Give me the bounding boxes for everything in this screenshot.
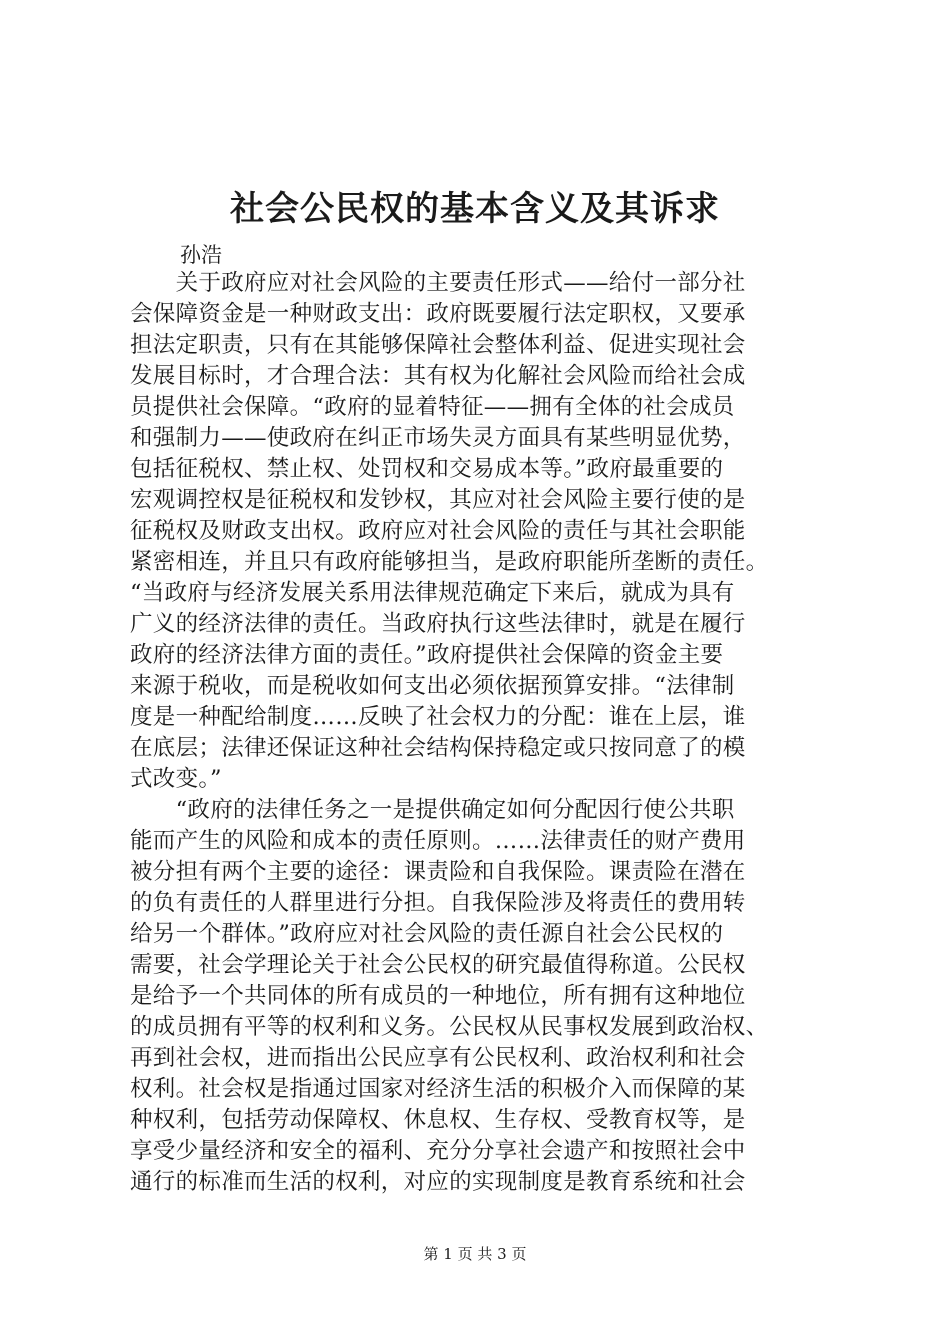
- text-line: 种权利，包括劳动保障权、休息权、生存权、受教育权等，是: [130, 1107, 746, 1133]
- text-line: 通行的标准而生活的权利，对应的实现制度是教育系统和社会: [130, 1169, 746, 1195]
- text-line: 关于政府应对社会风险的主要责任形式——给付一部分社: [130, 270, 746, 296]
- text-line: 员提供社会保障。“政府的显着特征——拥有全体的社会成员: [130, 394, 735, 420]
- text-line: 再到社会权，进而指出公民应享有公民权利、政治权利和社会: [130, 1045, 746, 1071]
- text-line: 宏观调控权是征税权和发钞权，其应对社会风险主要行使的是: [130, 487, 746, 513]
- text-line: 享受少量经济和安全的福利、充分分享社会遗产和按照社会中: [130, 1138, 746, 1164]
- text-line: 紧密相连，并且只有政府能够担当，是政府职能所垄断的责任。: [130, 549, 769, 575]
- text-line: 是给予一个共同体的所有成员的一种地位，所有拥有这种地位: [130, 983, 746, 1009]
- text-line: 的成员拥有平等的权利和义务。公民权从民事权发展到政治权、: [130, 1014, 769, 1040]
- text-line: 征税权及财政支出权。政府应对社会风险的责任与其社会职能: [130, 518, 746, 544]
- text-line: 能而产生的风险和成本的责任原则。……法律责任的财产费用: [130, 828, 746, 854]
- body-text: [130, 268, 835, 1198]
- text-line: 被分担有两个主要的途径：课责险和自我保险。课责险在潜在: [130, 859, 746, 885]
- text-line: 式改变。”: [130, 766, 222, 792]
- text-line: 的负有责任的人群里进行分担。自我保险涉及将责任的费用转: [130, 890, 746, 916]
- text-line: “政府的法律任务之一是提供确定如何分配因行使公共职: [130, 797, 735, 823]
- author-name: 孙浩: [180, 243, 222, 267]
- document-title: 社会公民权的基本含义及其诉求: [230, 189, 720, 229]
- text-line: 权利。社会权是指通过国家对经济生活的积极介入而保障的某: [130, 1076, 746, 1102]
- text-line: 会保障资金是一种财政支出：政府既要履行法定职权，又要承: [130, 301, 746, 327]
- text-line: 和强制力——使政府在纠正市场失灵方面具有某些明显优势，: [130, 425, 746, 451]
- text-line: 发展目标时，才合理合法：其有权为化解社会风险而给社会成: [130, 363, 746, 389]
- text-line: 在底层；法律还保证这种社会结构保持稳定或只按同意了的模: [130, 735, 746, 761]
- text-line: 包括征税权、禁止权、处罚权和交易成本等。”政府最重要的: [130, 456, 724, 482]
- text-line: “当政府与经济发展关系用法律规范确定下来后，就成为具有: [130, 580, 735, 606]
- text-line: 来源于税收，而是税收如何支出必须依据预算安排。“法律制: [130, 673, 735, 699]
- page-footer: 第 1 页 共 3 页: [423, 1245, 527, 1263]
- text-line: 度是一种配给制度……反映了社会权力的分配：谁在上层，谁: [130, 704, 746, 730]
- text-line: 需要，社会学理论关于社会公民权的研究最值得称道。公民权: [130, 952, 746, 978]
- text-line: 担法定职责，只有在其能够保障社会整体利益、促进实现社会: [130, 332, 746, 358]
- text-line: 给另一个群体。”政府应对社会风险的责任源自社会公民权的: [130, 921, 724, 947]
- text-line: 广义的经济法律的责任。当政府执行这些法律时，就是在履行: [130, 611, 746, 637]
- text-line: 政府的经济法律方面的责任。”政府提供社会保障的资金主要: [130, 642, 724, 668]
